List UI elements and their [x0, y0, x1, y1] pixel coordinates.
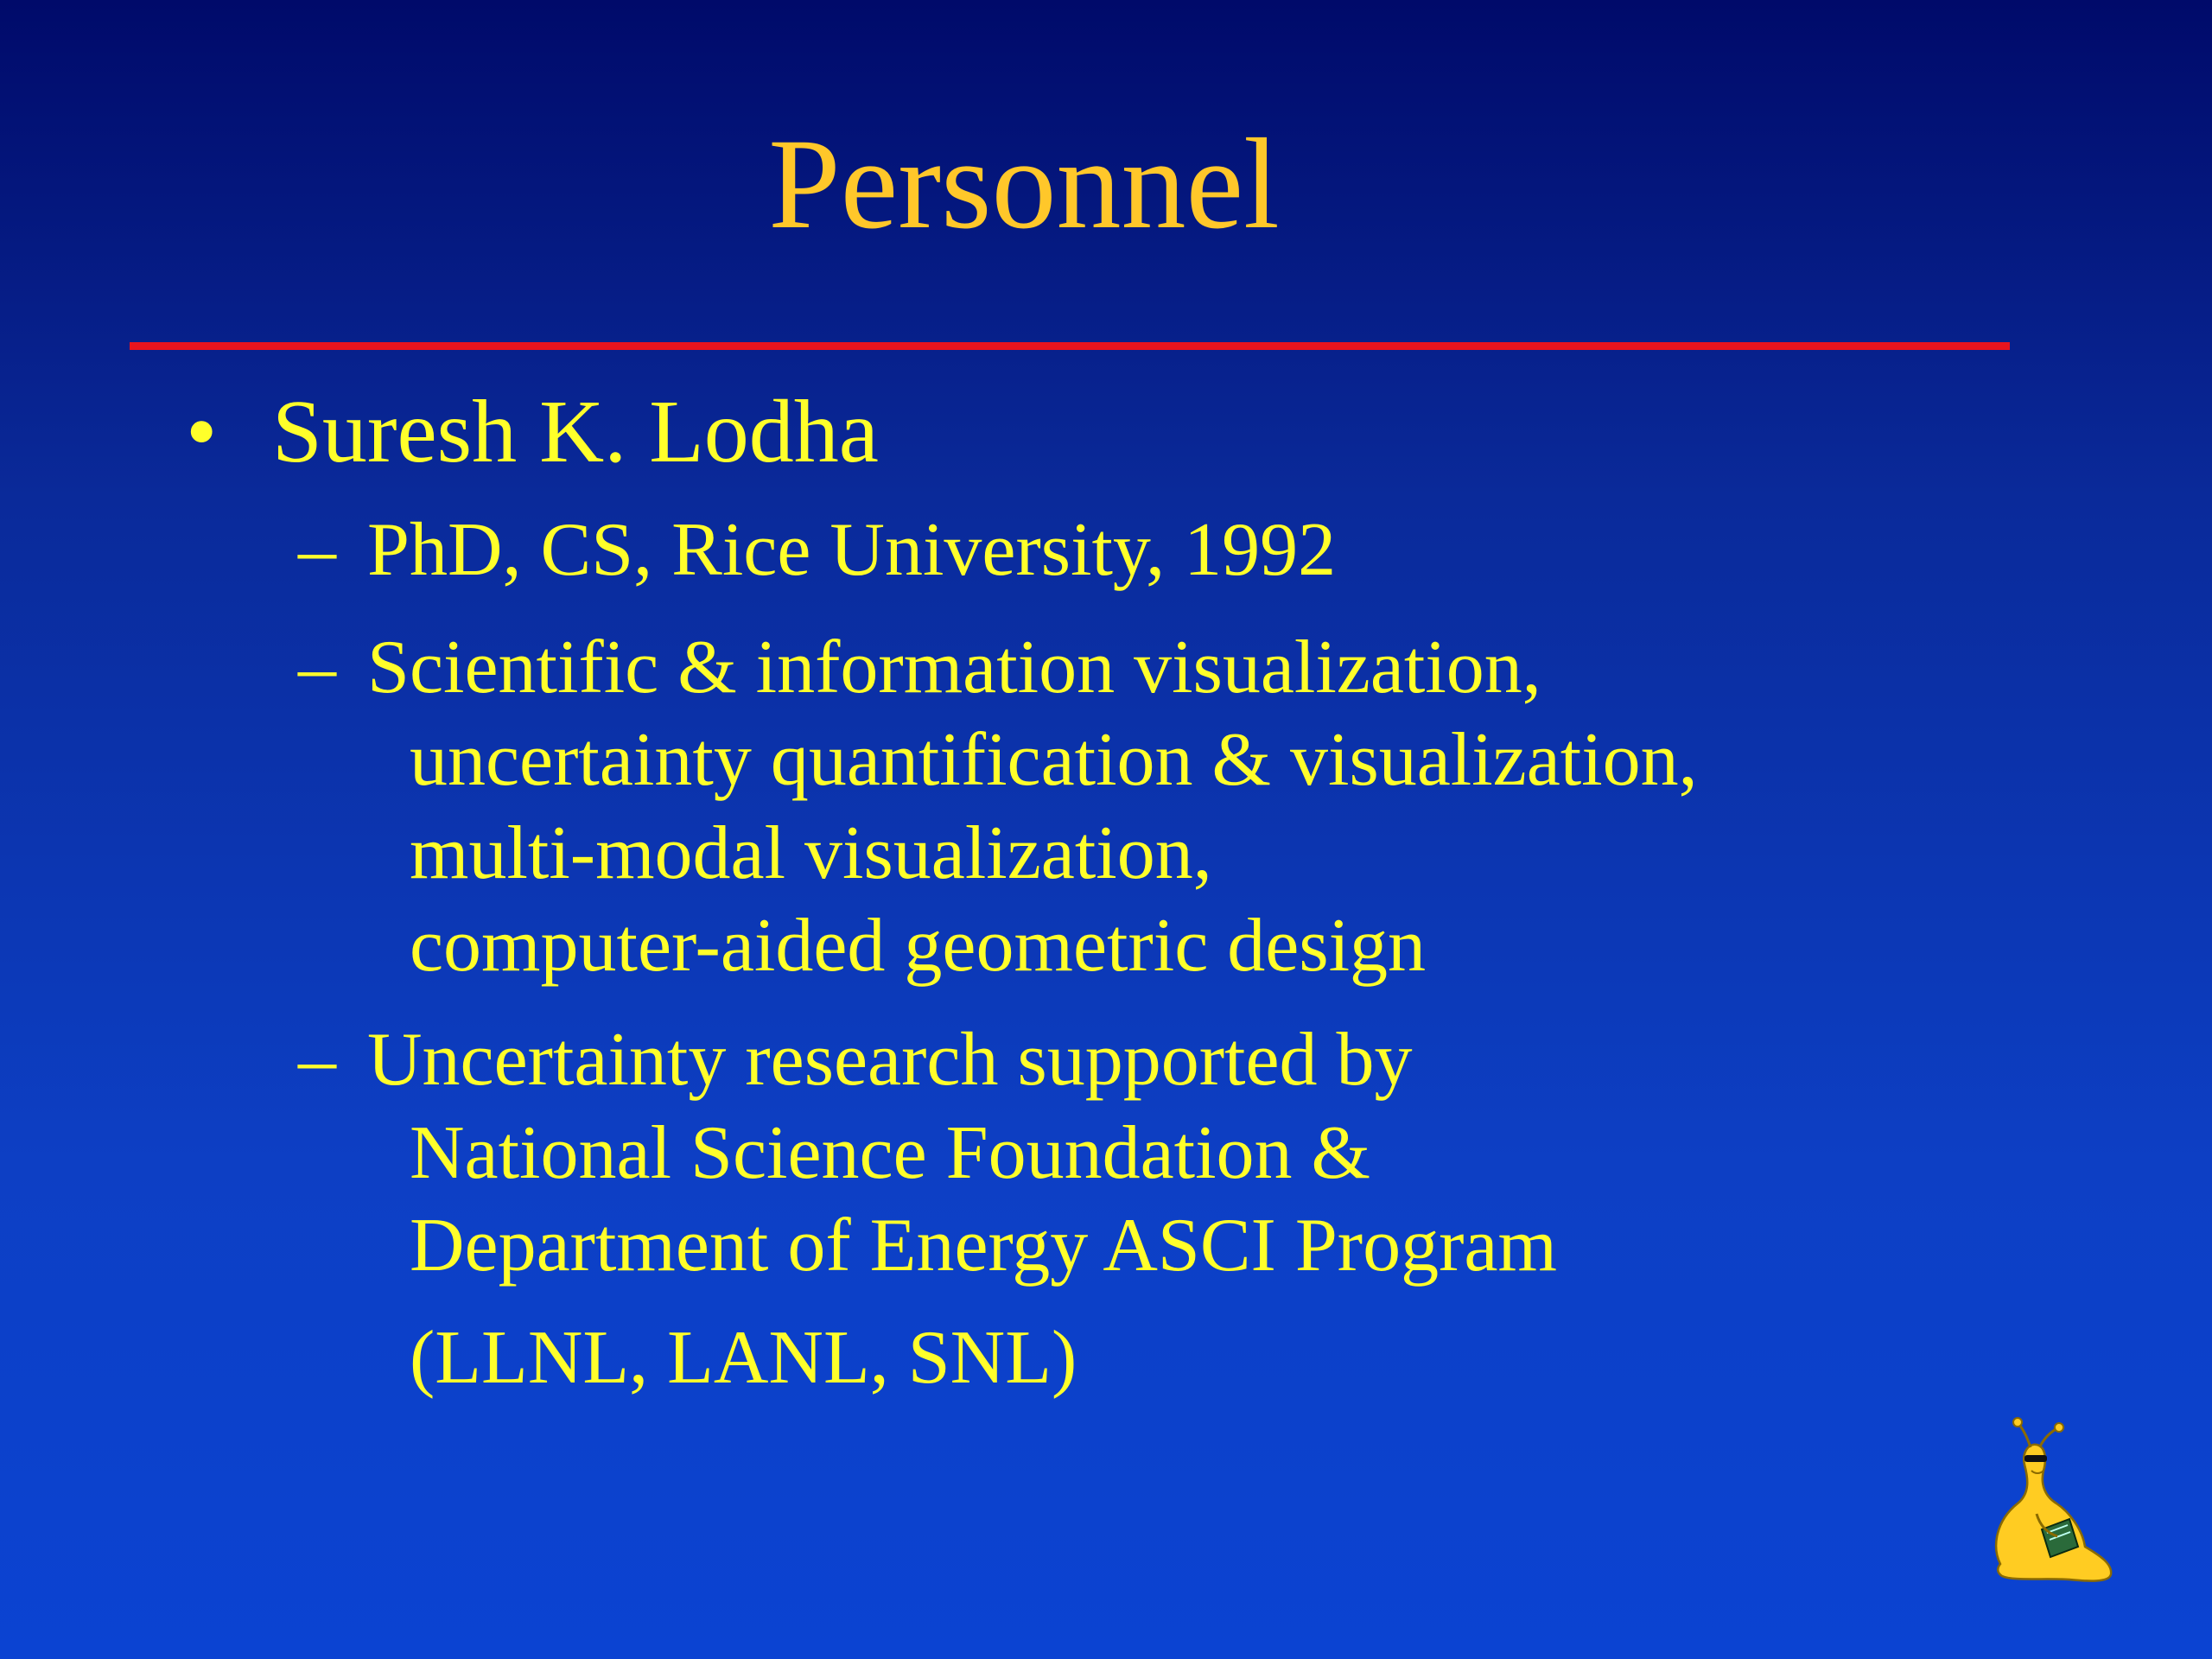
sub-marker: – — [298, 626, 336, 709]
sub-item-continuation: National Science Foundation & — [410, 1111, 1370, 1195]
person-name: Suresh K. Lodha — [272, 382, 879, 481]
sub-item-continuation: multi-modal visualization, — [410, 811, 1212, 895]
sub-marker: – — [298, 1018, 336, 1102]
sub-item-line: Uncertainty research supported by — [367, 1018, 1413, 1102]
slug-mascot-icon — [1983, 1417, 2121, 1590]
sub-item-continuation: Department of Energy ASCI Program — [410, 1204, 1557, 1287]
sub-item-research-areas — [298, 620, 1541, 715]
sub-item-line: Scientific & information visualization, — [367, 626, 1541, 709]
sub-item-continuation: computer-aided geometric design — [410, 904, 1427, 988]
slide-title: Personnel — [768, 112, 1280, 256]
bullet-person — [186, 380, 879, 484]
sub-item-line: PhD, CS, Rice University, 1992 — [367, 508, 1337, 592]
sub-marker: – — [298, 508, 336, 592]
bullet-marker: • — [186, 382, 218, 481]
sub-item-continuation: uncertainty quantification & visualization, — [410, 718, 1698, 802]
sub-item-continuation: (LLNL, LANL, SNL) — [410, 1316, 1077, 1400]
sub-item-education — [298, 503, 1336, 598]
sub-item-funding — [298, 1013, 1413, 1108]
